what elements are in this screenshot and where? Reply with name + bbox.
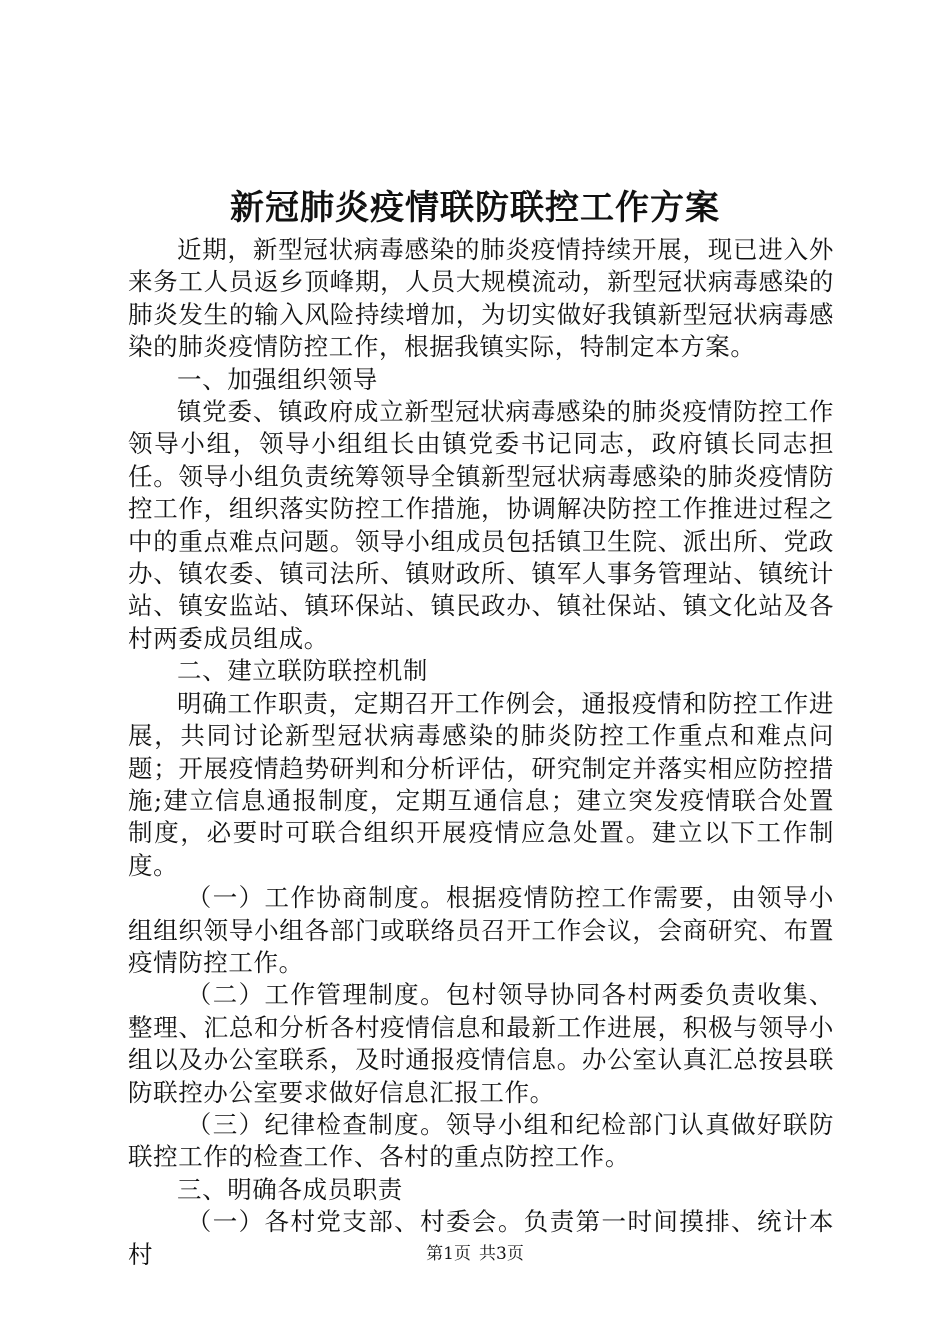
page-number: 第1页 <box>426 1244 471 1264</box>
section-heading-3: 三、明确各成员职责 <box>177 1174 403 1204</box>
paragraph-intro: 近期，新型冠状病毒感染的肺炎疫情持续开展，现已进入外来务工人员返乡顶峰期，人员大规模流动，新型冠状病毒感染的肺炎发生的输入风险持续增加，为切实做好我镇新型冠状病毒感染的肺炎疫情防控工作，根据我镇实际，特制定本方案。 <box>128 235 834 362</box>
document-title: 新冠肺炎疫情联防联控工作方案 <box>230 188 720 228</box>
document-body <box>128 234 834 1271</box>
paragraph-mechanism: 明确工作职责，定期召开工作例会，通报疫情和防控工作进展，共同讨论新型冠状病毒感染的肺炎防控工作重点和难点问题；开展疫情趋势研判和分析评估，研究制定并落实相应防控措施;建立信息通报制度，定期互通信息；建立突发疫情联合处置制度，必要时可联合组织开展疫情应急处置。建立以下工作制度。 <box>128 688 834 880</box>
page-total: 共3页 <box>479 1244 524 1264</box>
section-heading-2: 二、建立联防联控机制 <box>177 656 428 686</box>
paragraph-discipline-system: （三）纪律检查制度。领导小组和纪检部门认真做好联防联控工作的检查工作、各村的重点防控工作。 <box>128 1109 834 1172</box>
paragraph-management-system: （二）工作管理制度。包村领导协同各村两委负责收集、整理、汇总和分析各村疫情信息和最新工作进展，积极与领导小组以及办公室联系，及时通报疫情信息。办公室认真汇总按县联防联控办公室要求做好信息汇报工作。 <box>128 980 834 1107</box>
paragraph-organization: 镇党委、镇政府成立新型冠状病毒感染的肺炎疫情防控工作领导小组，领导小组组长由镇党委书记同志，政府镇长同志担任。领导小组负责统筹领导全镇新型冠状病毒感染的肺炎疫情防控工作，组织落实防控工作措施，协调解决防控工作推进过程之中的重点难点问题。领导小组成员包括镇卫生院、派出所、党政办、镇农委、镇司法所、镇财政所、镇军人事务管理站、镇统计站、镇安监站、镇环保站、镇民政办、镇社保站、镇文化站及各村两委成员组成。 <box>128 397 834 653</box>
paragraph-consultation-system: （一）工作协商制度。根据疫情防控工作需要，由领导小组组织领导小组各部门或联络员召开工作会议，会商研究、布置疫情防控工作。 <box>128 883 834 977</box>
section-heading-1: 一、加强组织领导 <box>177 364 378 394</box>
page-footer <box>0 1242 950 1266</box>
paragraph-village-committee: （一）各村党支部、村委会。负责第一时间摸排、统计本村 <box>128 1207 834 1269</box>
